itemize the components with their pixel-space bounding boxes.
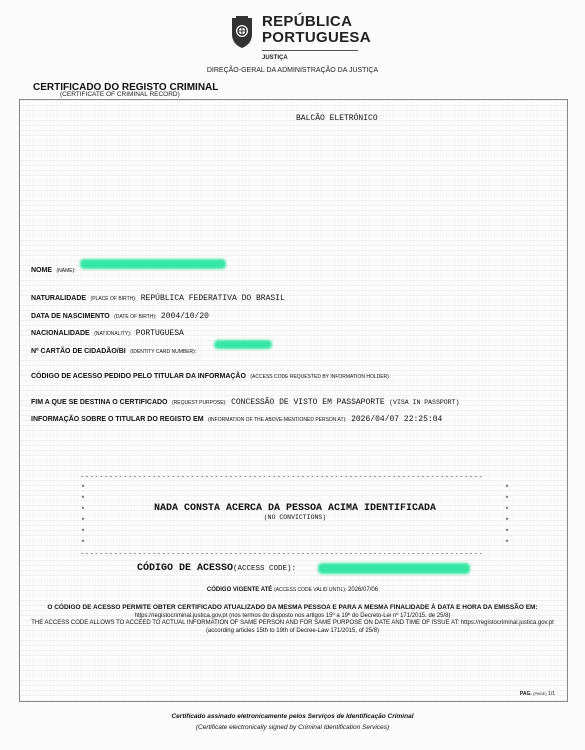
purpose-label: FIM A QUE SE DESTINA O CERTIFICADO <box>31 399 168 406</box>
access-code-label-en: (ACCESS CODE): <box>233 565 297 573</box>
brand-divider <box>262 50 358 51</box>
directorate-name: DIREÇÃO-GERAL DA ADMINISTRAÇÃO DA JUSTIÇA <box>206 67 379 74</box>
birthplace-value: REPÚBLICA FEDERATIVA DO BRASIL <box>140 294 285 303</box>
result-text: NADA CONSTA ACERCA DA PESSOA ACIMA IDENTIFICADA <box>153 503 437 514</box>
coat-of-arms-icon <box>228 14 256 50</box>
birthplace-label-en: (PLACE OF BIRTH): <box>90 296 137 302</box>
page-label: PAG. <box>519 691 532 697</box>
dob-value: 2004/10/20 <box>160 312 209 321</box>
stars-border-left: * * * * * * <box>80 485 86 548</box>
notice-line2: https://registocriminal.justica.gov.pt (nos termos do disposto nos artigos 15º a 19º do Decreto-Lei nº 171/2015, de 25/8) <box>134 612 451 619</box>
document-title: CERTIFICADO DO REGISTO CRIMINAL <box>33 82 219 93</box>
info-date-label: INFORMAÇÃO SOBRE O TITULAR DO REGISTO EM <box>31 416 204 423</box>
notice-line4: (according articles 15th to 19th of Decree-Law 171/2015, of 25/8) <box>205 627 380 634</box>
accesscode-request-label-en: (ACCESS CODE REQUESTED BY INFORMATION HOLDER) <box>250 374 389 380</box>
access-code-row <box>137 563 296 574</box>
nationality-label: NACIONALIDADE <box>31 330 90 337</box>
stars-border-bottom: ************************************************************************************ <box>80 553 484 560</box>
nationality-value: PORTUGUESA <box>135 329 184 338</box>
dob-label-en: (DATE OF BIRTH): <box>114 314 157 320</box>
birthplace-row <box>31 287 285 305</box>
result-box <box>80 476 510 560</box>
idcard-label-en: (IDENTITY CARD NUMBER): <box>130 349 197 355</box>
idcard-redaction <box>214 340 272 349</box>
dob-label: DATA DE NASCIMENTO <box>31 313 110 320</box>
page-header <box>0 0 585 78</box>
document-title-en: (CERTIFICATE OF CRIMINAL RECORD) <box>60 91 180 98</box>
access-code-redaction <box>318 563 470 574</box>
notice-line1: O CÓDIGO DE ACESSO PERMITE OBTER CERTIFICADO ATUALIZADO DA MESMA PESSOA E PARA A MESMA FINALIDADE À DATA E HORA DA EMISSÃO EM: <box>47 604 538 611</box>
access-valid-value: 2026/07/06 <box>348 587 379 593</box>
purpose-value: CONCESSÃO DE VISTO EM PASSAPORTE <box>231 398 385 407</box>
brand-line2: PORTUGUESA <box>262 29 371 46</box>
footer-signature: Certificado assinado eletronicamente pelos Serviços de Identificação Criminal <box>171 713 414 720</box>
access-valid-label: CÓDIGO VIGENTE ATÉ <box>206 587 273 593</box>
page-label-en: (PAGE) <box>533 691 547 696</box>
accesscode-request-label: CÓDIGO DE ACESSO PEDIDO PELO TITULAR DA INFORMAÇÃO <box>31 373 246 380</box>
info-date-value: 2026/04/07 22:25:04 <box>351 415 443 424</box>
brand-line1: REPÚBLICA <box>262 13 353 30</box>
purpose-value-en: (VISA IN PASSPORT) <box>389 399 460 406</box>
nationality-row <box>31 322 184 340</box>
office-name: BALCÃO ELETRÓNICO <box>296 114 378 123</box>
access-code-label: CÓDIGO DE ACESSO <box>137 563 234 574</box>
info-date-row <box>31 408 442 426</box>
info-date-label-en: (INFORMATION OF THE ABOVE-MENTIONED PERSON AT): <box>208 417 347 423</box>
purpose-row <box>31 391 459 409</box>
notice-line3: THE ACCESS CODE ALLOWS TO ACCEED TO ACTUAL INFORMATION OF SAME PERSON AND FOR SAME PURPOSE ON DATE AND TIME OF ISSUE AT: https://registocriminal.justica.gov.pt <box>31 620 554 626</box>
name-label: NOME <box>31 267 52 274</box>
dob-row <box>31 305 209 323</box>
access-valid-label-en: (ACCESS CODE VALID UNTIL): <box>273 587 347 593</box>
stars-border-top: ************************************************************************************ <box>80 476 484 483</box>
page-number <box>520 691 555 697</box>
access-notice <box>30 604 555 635</box>
ministry-name: JUSTIÇA <box>262 55 288 61</box>
accesscode-request-row <box>31 365 389 383</box>
name-label-en: (NAME): <box>56 268 76 274</box>
page-value: 1/1 <box>548 691 555 697</box>
brand-name <box>262 14 371 46</box>
idcard-row <box>31 340 196 358</box>
name-row <box>31 259 76 277</box>
birthplace-label: NATURALIDADE <box>31 295 87 302</box>
nationality-label-en: (NATIONALITY): <box>94 331 132 337</box>
result-text-en: (NO CONVICTIONS) <box>263 514 327 521</box>
idcard-label: Nº CARTÃO DE CIDADÃO/BI <box>31 348 126 355</box>
name-redaction <box>80 259 226 269</box>
purpose-label-en: (REQUEST PURPOSE): <box>171 400 227 406</box>
access-valid-row <box>0 587 585 593</box>
stars-border-right: * * * * * * <box>504 485 510 548</box>
footer-signature-en: (Certificate electronically signed by Criminal Identification Services) <box>195 724 390 731</box>
